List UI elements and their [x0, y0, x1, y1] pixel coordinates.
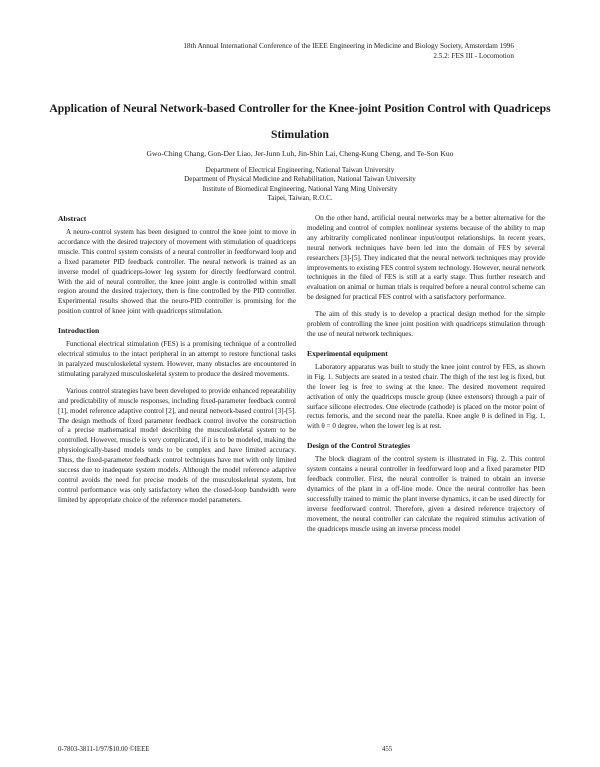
affiliation-line: Institute of Biomedical Engineering, National Yang Ming University	[202, 184, 398, 193]
section-heading-introduction: Introduction	[58, 326, 100, 336]
section-heading-control-design: Design of the Control Strategies	[307, 441, 411, 451]
session-line: 2.5.2: FES III - Locomotion	[433, 51, 514, 60]
affiliation-line: Department of Physical Medicine and Rehabilitation, National Taiwan University	[184, 175, 416, 184]
right-column	[307, 214, 545, 534]
affiliations	[40, 166, 560, 204]
paragraph: On the other hand, artificial neural networks may be a better alternative for the modeling and control of complex nonlinear systems because of the ability to map any arbitrarily complicated nonlinear input/output relationships. In recent years, neural network techniques have been led into the domain of FES by several researchers [3]-[5]. They indicated that the neural network techniques may provide improvements to existing FES control system technology. However, neural network techniques in the filed of FES is still at a early stage. Thus further research and evaluation on animal or human trials is required before a neural control scheme can be designed for practical FES control with a satisfactory performance.	[307, 214, 545, 302]
section-heading-equipment: Experimental equipment	[307, 348, 388, 358]
left-column	[58, 214, 296, 506]
isbn-footer: 0-7803-3811-1/97/$10.00 ©IEEE	[58, 746, 150, 753]
paragraph: The aim of this study is to develop a practical design method for the simple problem of controlling the knee joint position with quadriceps stimulation through the use of neural network techniques.	[307, 310, 545, 338]
affiliation-line: Department of Electrical Engineering, National Taiwan University	[205, 166, 395, 174]
paper-title: Application of Neural Network-based Controller for the Knee-joint Position Control with Quadriceps Stimulation	[49, 102, 551, 141]
conference-line: 18th Annual International Conference of the IEEE Engineering in Medicine and Biology Society, Amsterdam 1996	[183, 42, 514, 50]
paragraph: Functional electrical stimulation (FES) is a promising technique of a controlled electrical stimulus to the intact peripheral in an attempt to restore functional tasks in paralyzed musculoskeletal system. However, many obstacles are encountered in stimulating paralyzed musculoskeletal system to produce the desired movements.	[58, 340, 296, 378]
paragraph: Various control strategies have been developed to provide enhanced repeatability and predictability of muscle responses, including fixed-parameter feedback control [1], model reference adaptive control [2], and neural network-based control [3]-[5]. The design methods of fixed parameter feedback control involve the construction of a precise mathematical model describing the musculoskeletal system to be controlled. However, muscle is very complicated, if it is to be modeled, making the physiologically-based models tends to be complex and have limited accuracy. Thus, the fixed-parameter feedback control techniques have met with only limited success due to inadequate system models. Although the model reference adaptive control avoids the need for precise models of the musculoskeletal system, but control performance was only satisfactory when the closed-loop bandwidth were limited by appropriate choice of the reference model parameters.	[58, 386, 296, 504]
section-heading-abstract: Abstract	[58, 214, 87, 223]
abstract-text: A neuro-control system has been designed to control the knee joint to move in accordance with the desired trajectory of movement with stimulation of quadriceps muscle. This control system consists of a neural controller in feedforward loop and a fixed parameter PID feedback controller. The neural network is trained as an inverse model of quadriceps-lower leg system for directly feedforward control. With the aid of neural controller, the knee joint angle is controlled within small region around the desired trajectory, then is fine controlled by the PID controller. Experimental results showed that the neuro-PID controller is promising for the position control of knee joint with quadriceps stimulation.	[58, 228, 296, 316]
affiliation-line: Taipei, Taiwan, R.O.C.	[267, 194, 333, 203]
conference-header	[74, 42, 514, 61]
paragraph: Laboratory apparatus was built to study the knee joint control by FES, as shown in Fig. 1. Subjects are seated in a tested chair. The thigh of the test leg is fixed, but the lower leg is free to swing at the knee. The desired movement required activation of only the quadriceps muscle group (knee extensors) through a pair of surface silicone electrodes. One electrode (cathode) is placed on the motor point of rectus femoris, and the second near the patella. Knee angle θ is defined in Fig. 1, with θ = 0 degree, when the lower leg is at rest.	[307, 362, 545, 431]
author-list: Gwo-Ching Chang, Gon-Der Liao, Jer-Junn Luh, Jin-Shin Lai, Cheng-Kung Cheng, and Te-Son Kuo	[146, 149, 454, 158]
page-number: 455	[382, 746, 393, 753]
paragraph: The block diagram of the control system is illustrated in Fig. 2. This control system contains a neural controller in feedforward loop and a fixed parameter PID feedback controller. First, the neural controller is trained to obtain an inverse dynamics of the plant in a off-line mode. Once the neural controller has been successfully trained to mimic the plant inverse dynamics, it can be used directly for inverse feedforward control. Therefore, given a desired reference trajectory of movement, the neural controller can calculate the required stimulus activation of the quadriceps muscle using an inverse process model	[307, 455, 545, 533]
